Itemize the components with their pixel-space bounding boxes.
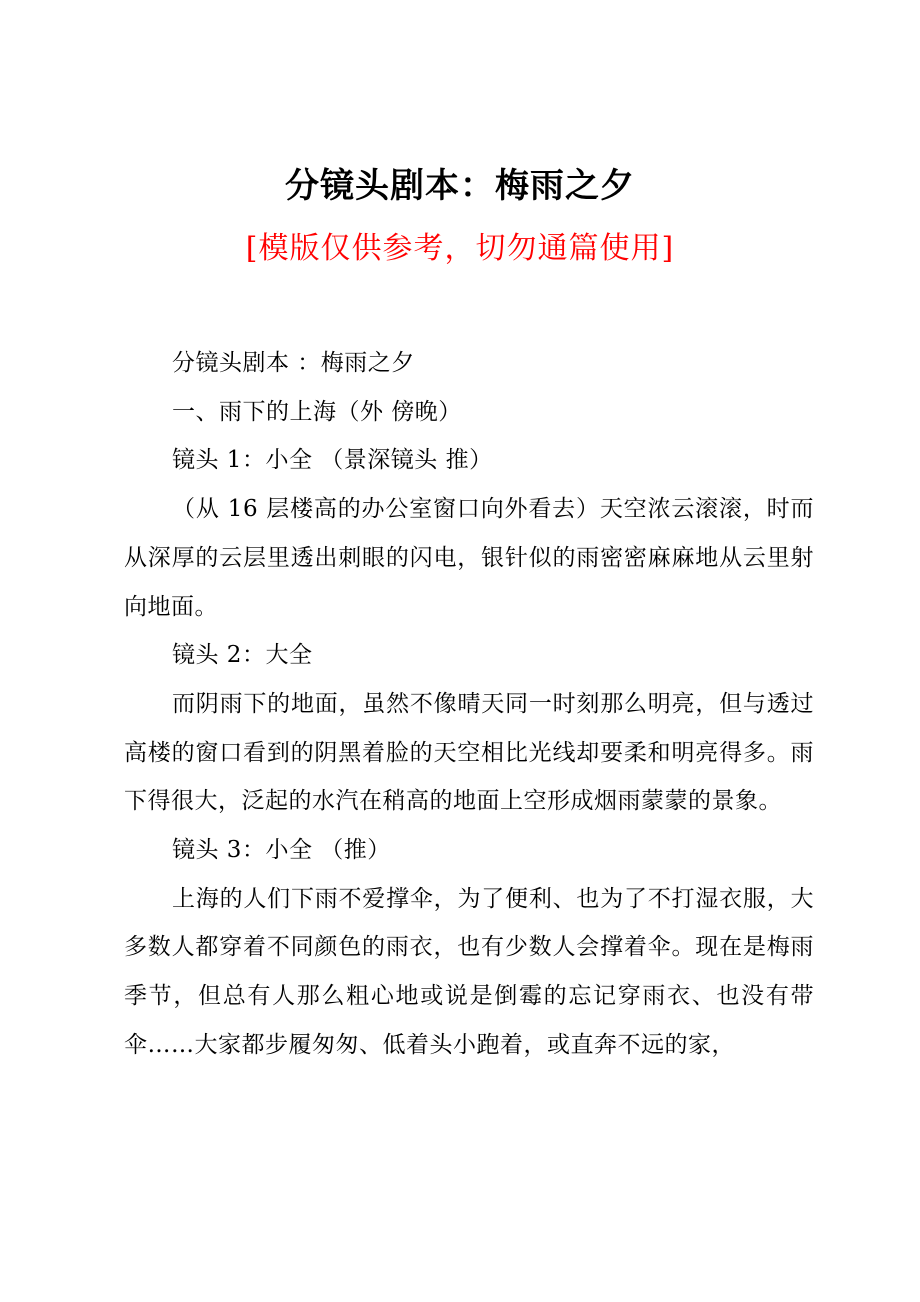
template-notice: [模版仅供参考，切勿通篇使用] bbox=[245, 231, 675, 266]
paragraph-section-title: 一、雨下的上海（外 傍晚） bbox=[172, 398, 462, 425]
paragraph-shot-3-label: 镜头 3：小全 （推） bbox=[172, 837, 391, 864]
document-title: 分镜头剧本：梅雨之夕 bbox=[285, 166, 635, 206]
paragraph-shot-3-text: 上海的人们下雨不爱撑伞，为了便利、也为了不打湿衣服，大多数人都穿着不同颜色的雨衣，也有少数人会撑着伞。现在是梅雨季节，但总有人那么粗心地或说是倒霉的忘记穿雨衣、也没有带伞……大家都步履匆匆、低着头小跑着，或直奔不远的家， bbox=[124, 885, 814, 1058]
paragraph-shot-2-text: 而阴雨下的地面，虽然不像晴天同一时刻那么明亮，但与透过高楼的窗口看到的阴黑着脸的天空相比光线却要柔和明亮得多。雨下得很大，泛起的水汽在稍高的地面上空形成烟雨蒙蒙的景象。 bbox=[124, 690, 814, 815]
paragraph-shot-1-text: （从 16 层楼高的办公室窗口向外看去）天空浓云滚滚，时而从深厚的云层里透出刺眼的闪电，银针似的雨密密麻麻地从云里射向地面。 bbox=[124, 496, 814, 620]
paragraph-shot-1-label: 镜头 1：小全 （景深镜头 推） bbox=[172, 447, 493, 474]
paragraph-shot-2-label: 镜头 2：大全 bbox=[172, 642, 313, 669]
document-body bbox=[124, 339, 814, 1070]
paragraph-heading: 分镜头剧本 ：梅雨之夕 bbox=[172, 350, 415, 376]
